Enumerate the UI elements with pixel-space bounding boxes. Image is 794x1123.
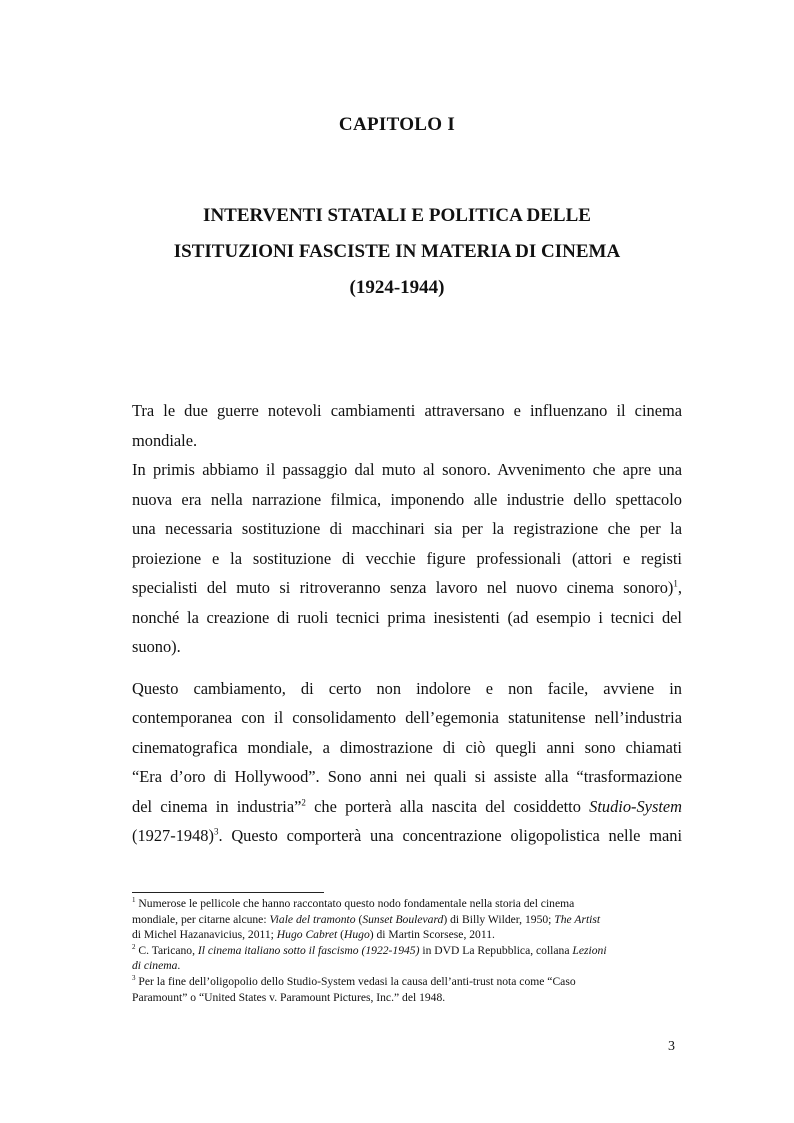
text-run: Sunset Boulevard <box>362 912 444 926</box>
text-line: nuova era nella narrazione filmica, imponendo alle industrie dello spettacolo <box>132 489 682 509</box>
footnote-ref[interactable]: 1 <box>673 578 678 589</box>
footnotes <box>132 896 682 1005</box>
footnote-number: 3 <box>132 974 136 983</box>
text-run: Hugo Cabret <box>276 928 338 942</box>
text-run: Studio-System <box>589 796 682 816</box>
text-run: Paramount” o “United States v. Paramount Pictures, Inc.” del 1948. <box>132 990 446 1004</box>
text-run: Numerose le pellicole che hanno raccontato questo nodo fondamentale nella storia del cinema <box>135 897 575 910</box>
title-line: ISTITUZIONI FASCISTE IN MATERIA DI CINEMA <box>173 241 621 262</box>
text-run: mondiale, per citarne alcune: <box>132 912 270 926</box>
text-line: In primis abbiamo il passaggio dal muto al sonoro. Avvenimento che apre una <box>132 460 682 479</box>
text-line <box>132 792 682 822</box>
text-run: ( <box>355 912 363 926</box>
title-years: (1924-1944) <box>349 277 445 298</box>
text-line: proiezione e la sostituzione di vecchie figure professionali (attori e registi <box>132 548 682 568</box>
paragraph <box>132 396 682 455</box>
title-line: INTERVENTI STATALI E POLITICA DELLE <box>203 205 591 226</box>
text-line: suono). <box>132 637 181 656</box>
footnote-ref[interactable]: 3 <box>213 826 219 837</box>
text-run: . Questo comporterà una concentrazione oligopolistica nelle mani <box>218 826 682 845</box>
text-run: che porterà alla nascita del cosiddetto <box>305 796 590 816</box>
text-line: contemporanea con il consolidamento dell’egemonia statunitense nell’industria <box>132 708 682 727</box>
chapter-title <box>120 198 674 306</box>
footnote-separator <box>132 892 324 893</box>
text-line: una necessaria sostituzione di macchinari sia per la registrazione che per la <box>132 519 682 538</box>
footnote-1 <box>132 896 682 943</box>
footnote-2 <box>132 943 682 974</box>
text-run: The Artist <box>554 912 601 926</box>
text-line: “Era d’oro di Hollywood”. Sono anni nei quali si assiste alla “trasformazione <box>132 767 682 786</box>
text-run: specialisti del muto si ritroveranno senza lavoro nel nuovo cinema sonoro) <box>132 578 674 597</box>
text-line: cinematografica mondiale, a dimostrazione di ciò quegli anni sono chiamati <box>132 737 682 757</box>
text-line <box>132 821 682 851</box>
text-run: di Michel Hazanavicius, 2011; <box>132 928 277 942</box>
text-run: ) di Billy Wilder, 1950; <box>443 912 555 926</box>
body-text <box>132 396 682 851</box>
text-line: Questo cambiamento, di certo non indolore e non facile, avviene in <box>132 678 682 698</box>
text-line: nonché la creazione di ruoli tecnici prima inesistenti (ad esempio i tecnici del <box>132 607 682 627</box>
text-run: Viale del tramonto <box>269 912 356 926</box>
text-run: del cinema in industria” <box>132 796 302 816</box>
paragraph <box>132 455 682 662</box>
footnote-number: 2 <box>132 942 136 951</box>
text-run: di cinema <box>132 959 178 973</box>
text-line <box>132 573 682 603</box>
text-run: C. Taricano, <box>135 943 198 957</box>
footnote-ref[interactable]: 2 <box>301 797 306 808</box>
footnote-number: 1 <box>132 896 136 905</box>
paragraph <box>132 674 682 851</box>
text-run: Lezioni <box>572 943 607 957</box>
text-run: , <box>677 578 682 597</box>
text-run: (1927-1948) <box>132 826 214 845</box>
text-run: ) di Martin Scorsese, 2011. <box>369 928 495 942</box>
chapter-heading: CAPITOLO I <box>338 114 456 135</box>
text-run: Per la fine dell’oligopolio dello Studio-System vedasi la causa dell’anti-trust nota come “Caso <box>135 974 576 988</box>
text-line: Tra le due guerre notevoli cambiamenti attraversano e influenzano il cinema <box>132 401 682 420</box>
footnote-3 <box>132 974 682 1005</box>
text-run: in DVD La Repubblica, collana <box>419 943 573 957</box>
text-run: Hugo <box>343 928 370 942</box>
page-number: 3 <box>668 1039 675 1054</box>
text-line: mondiale. <box>132 430 198 450</box>
text-run: . <box>177 959 181 973</box>
text-run: Il cinema italiano sotto il fascismo (1922-1945) <box>197 943 420 957</box>
text-run: ( <box>337 928 344 942</box>
